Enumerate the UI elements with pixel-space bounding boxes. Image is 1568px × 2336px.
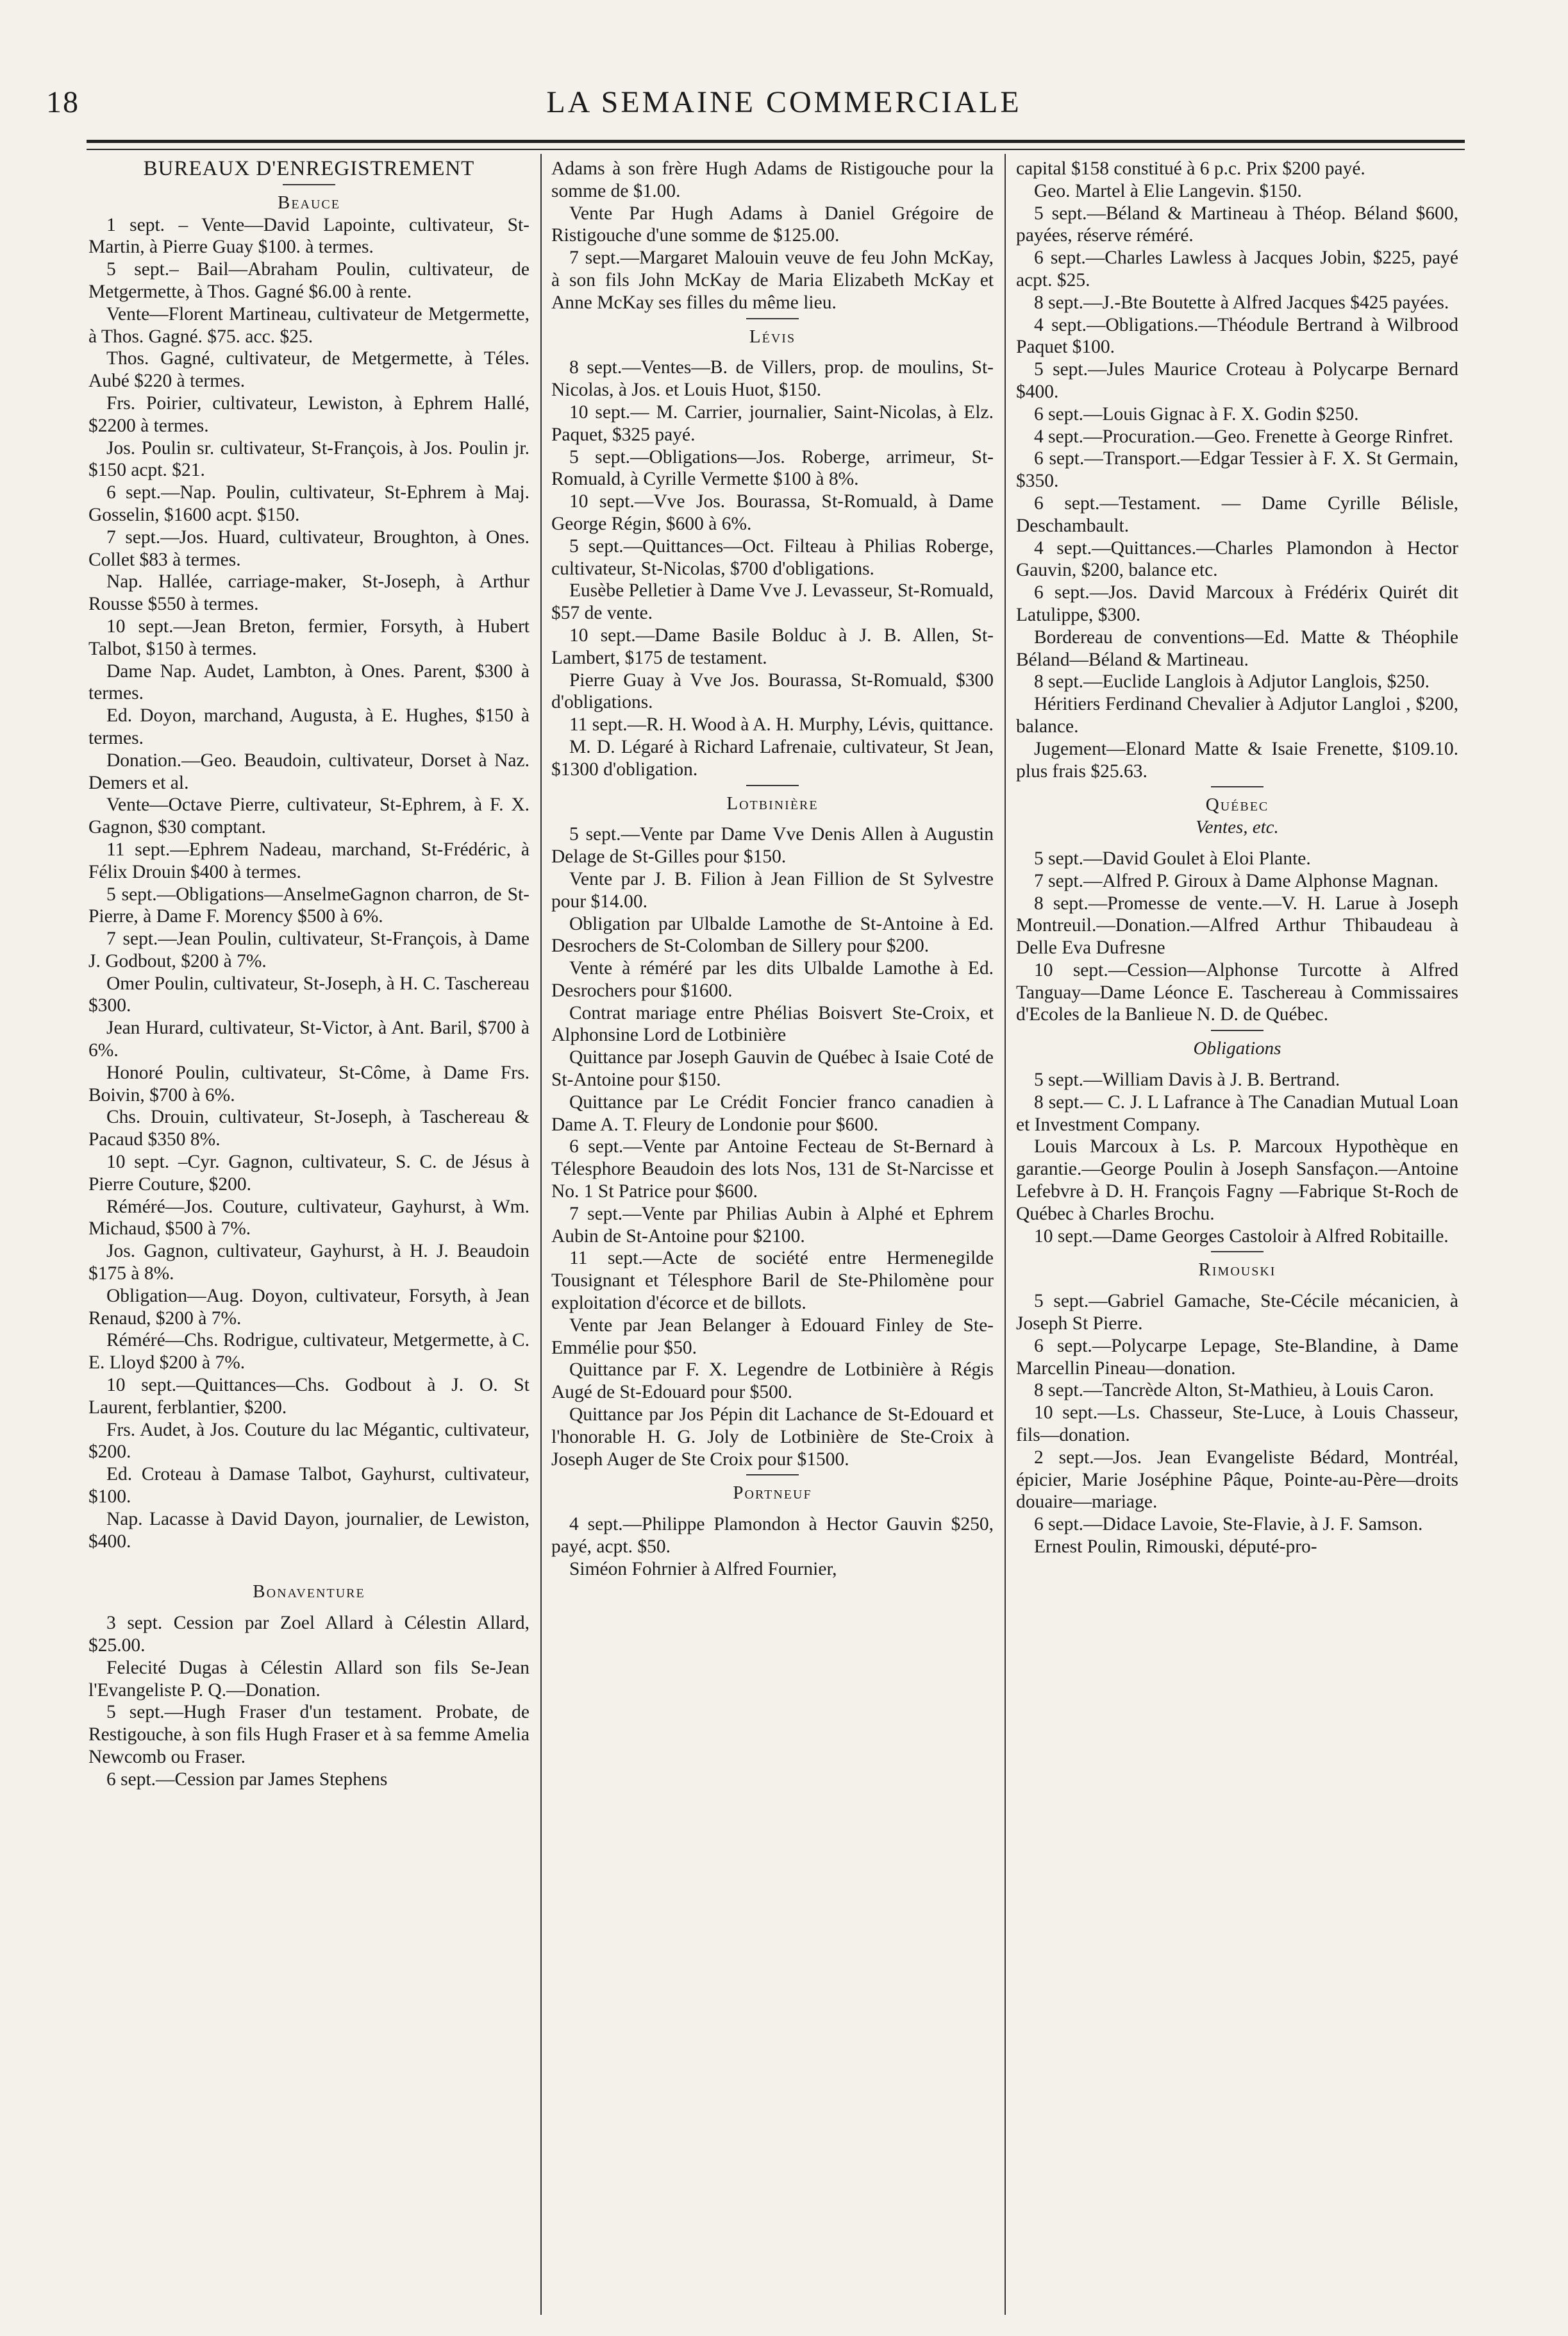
section-separator — [283, 184, 335, 185]
registry-entry: 5 sept.—David Goulet à Eloi Plante. — [1034, 848, 1311, 869]
registry-entry: 8 sept.— C. J. L Lafrance à The Canadian Mutual Loan et Investment Company. — [1016, 1091, 1458, 1135]
registry-entry: 2 sept.—Jos. Jean Evangeliste Bédard, Montréal, épicier, Marie Joséphine Pâque, Pointe-au-Père—droits douaire—mariage. — [1016, 1447, 1458, 1513]
registry-entry: 5 sept.—Béland & Martineau à Théop. Béland $600, payées, réserve réméré. — [1016, 203, 1458, 246]
registry-entry: Jos. Gagnon, cultivateur, Gayhurst, à H. J. Beaudoin $175 à 8%. — [88, 1241, 530, 1284]
registry-entry: Héritiers Ferdinand Chevalier à Adjutor Langloi , $200, balance. — [1016, 694, 1458, 737]
registry-entry: Frs. Audet, à Jos. Couture du lac Mégantic, cultivateur, $200. — [88, 1419, 530, 1463]
spacer — [1016, 1281, 1458, 1290]
registry-entry: 7 sept.—Jean Poulin, cultivateur, St-François, à Dame J. Godbout, $200 à 7%. — [88, 929, 530, 971]
registry-entry: 11 sept.—R. H. Wood à A. H. Murphy, Lévis, quittance. — [569, 714, 994, 735]
section-heading: Lévis — [749, 326, 796, 347]
registry-entry: 11 sept.—Ephrem Nadeau, marchand, St-Frédéric, à Félix Drouin $400 à termes. — [88, 839, 530, 882]
registry-entry: Omer Poulin, cultivateur, St-Joseph, à H. C. Taschereau $300. — [88, 973, 530, 1016]
registry-entry: 11 sept.—Acte de société entre Hermenegilde Tousignant et Télesphore Baril de Ste-Philomène pour exploitation d'écorce et de billots. — [551, 1248, 994, 1314]
section-separator — [746, 318, 799, 319]
registry-entry: Jos. Poulin sr. cultivateur, St-François, à Jos. Poulin jr. $150 acpt. $21. — [88, 437, 530, 481]
section-heading: Québec — [1205, 794, 1269, 816]
registry-entry: Quittance par Le Crédit Foncier franco canadien à Dame A. T. Fleury de Londonie pour $600. — [551, 1091, 994, 1135]
header-rule-thin — [87, 149, 1465, 150]
registry-entry: Dame Nap. Audet, Lambton, à Ones. Parent, $300 à termes. — [88, 660, 530, 704]
registry-entry: 10 sept.—Dame Basile Bolduc à J. B. Allen, St-Lambert, $175 de testament. — [551, 625, 994, 668]
spacer — [88, 1603, 530, 1612]
registry-entry: capital $158 constitué à 6 p.c. Prix $200 payé. — [1016, 158, 1365, 179]
registry-entry: Quittance par Joseph Gauvin de Québec à Isaie Coté de St-Antoine pour $150. — [551, 1047, 994, 1091]
registry-entry: Adams à son frère Hugh Adams de Ristigouche pour la somme de $1.00. — [551, 158, 994, 201]
registry-entry: 8 sept.—J.-Bte Boutette à Alfred Jacques $425 payées. — [1034, 292, 1449, 313]
registry-entry: Chs. Drouin, cultivateur, St-Joseph, à Taschereau & Pacaud $350 8%. — [88, 1107, 530, 1150]
registry-entry: 5 sept.—William Davis à J. B. Bertrand. — [1034, 1070, 1340, 1091]
registry-entry: Pierre Guay à Vve Jos. Bourassa, St-Romuald, $300 d'obligations. — [551, 669, 994, 713]
registry-entry: 10 sept.— M. Carrier, journalier, Saint-Nicolas, à Elz. Paquet, $325 payé. — [551, 401, 994, 445]
registry-entry: 10 sept.—Quittances—Chs. Godbout à J. O. St Laurent, ferblantier, $200. — [88, 1375, 530, 1418]
registry-entry: 5 sept.—Gabriel Gamache, Ste-Cécile mécanicien, à Joseph St Pierre. — [1016, 1291, 1458, 1334]
section-separator — [746, 785, 799, 786]
registry-entry: Ernest Poulin, Rimouski, député-pro- — [1034, 1536, 1317, 1558]
spacer — [551, 814, 994, 823]
section-heading: Rimouski — [1198, 1259, 1276, 1281]
registry-entry: 6 sept.—Transport.—Edgar Tessier à F. X. St Germain, $350. — [1016, 448, 1458, 492]
registry-entry: 5 sept.—Hugh Fraser d'un testament. Probate, de Restigouche, à son fils Hugh Fraser et à sa femme Amelia Newcomb ou Fraser. — [88, 1702, 530, 1767]
registry-entry: 7 sept.—Jos. Huard, cultivateur, Broughton, à Ones. Collet $83 à termes. — [88, 526, 530, 570]
registry-entry: Quittance par F. X. Legendre de Lotbinière à Régis Augé de St-Edouard pour $500. — [551, 1359, 994, 1403]
section-separator — [746, 1474, 799, 1475]
registry-entry: Nap. Lacasse à David Dayon, journalier, de Lewiston, $400. — [88, 1508, 530, 1552]
registry-entry: 10 sept.—Ls. Chasseur, Ste-Luce, à Louis Chasseur, fils—donation. — [1016, 1402, 1458, 1446]
registry-entry: Vente Par Hugh Adams à Daniel Grégoire de Ristigouche d'une somme de $125.00. — [551, 203, 994, 246]
registry-entry: 5 sept.—Obligations—AnselmeGagnon charron, de St-Pierre, à Dame F. Morency $500 à 6%. — [88, 884, 530, 927]
registry-entry: Eusèbe Pelletier à Dame Vve J. Levasseur, St-Romuald, $57 de vente. — [551, 580, 994, 624]
registry-entry: Ed. Doyon, marchand, Augusta, à E. Hughes, $150 à termes. — [88, 705, 530, 748]
registry-entry: Quittance par Jos Pépin dit Lachance de St-Edouard et l'honorable H. G. Joly de Lotbinière de Ste-Croix à Joseph Auger de Ste Croix pour $1500. — [551, 1404, 994, 1470]
registry-entry: 10 sept.—Jean Breton, fermier, Forsyth, à Hubert Talbot, $150 à termes. — [88, 616, 530, 659]
registry-entry: Frs. Poirier, cultivateur, Lewiston, à Ephrem Hallé, $2200 à termes. — [88, 392, 530, 436]
column-divider — [1005, 154, 1006, 2315]
registry-entry: Bordereau de conventions—Ed. Matte & Théophile Béland—Béland & Martineau. — [1016, 626, 1458, 670]
registry-entry: 4 sept.—Quittances.—Charles Plamondon à Hector Gauvin, $200, balance etc. — [1016, 537, 1458, 581]
registry-entry: 6 sept.—Jos. David Marcoux à Frédérix Quirét dit Latulippe, $300. — [1016, 582, 1458, 625]
registry-entry: 6 sept.—Didace Lavoie, Ste-Flavie, à J. F. Samson. — [1034, 1514, 1423, 1535]
registry-entry: 4 sept.—Philippe Plamondon à Hector Gauvin $250, payé, acpt. $50. — [551, 1514, 994, 1558]
registry-entry: Nap. Hallée, carriage-maker, St-Joseph, à Arthur Rousse $550 à termes. — [88, 571, 530, 615]
registry-entry: 10 sept. –Cyr. Gagnon, cultivateur, S. C. de Jésus à Pierre Couture, $200. — [88, 1152, 530, 1195]
section-subheading: Obligations — [1193, 1038, 1281, 1059]
registry-entry: 7 sept.—Margaret Malouin veuve de feu John McKay, à son fils John McKay de Maria Elizabeth McKay et Anne McKay ses filles du même lieu. — [551, 248, 994, 313]
registry-entry: Obligation—Aug. Doyon, cultivateur, Forsyth, à Jean Renaud, $200 à 7%. — [88, 1285, 530, 1329]
registry-entry: Thos. Gagné, cultivateur, de Metgermette, à Téles. Aubé $220 à termes. — [88, 348, 530, 392]
registry-entry: Donation.—Geo. Beaudoin, cultivateur, Dorset à Naz. Demers et al. — [88, 750, 530, 793]
registry-entry: Louis Marcoux à Ls. P. Marcoux Hypothèque en garantie.—George Poulin à Joseph Sansfaçon.—Antoine Lefebvre à D. H. François Fagny —Fabrique St-Roch de Québec à Charles Brochu. — [1016, 1136, 1458, 1224]
registry-entry: Vente par J. B. Filion à Jean Fillion de St Sylvestre pour $14.00. — [551, 868, 994, 912]
registry-entry: 5 sept.—Obligations—Jos. Roberge, arrimeur, St-Romuald, à Cyrille Vermette $100 à 8%. — [551, 446, 994, 490]
registry-entry: 8 sept.—Euclide Langlois à Adjutor Langlois, $250. — [1034, 671, 1430, 693]
registry-entry: Réméré—Chs. Rodrigue, cultivateur, Metgermette, à C. E. Lloyd $200 à 7%. — [88, 1330, 530, 1374]
registry-entry: 6 sept.—Polycarpe Lepage, Ste-Blandine, à Dame Marcellin Pineau—donation. — [1016, 1335, 1458, 1379]
section-heading: BUREAUX D'ENREGISTREMENT — [143, 158, 475, 180]
registry-entry: 10 sept.—Cession—Alphonse Turcotte à Alfred Tanguay—Dame Léonce E. Taschereau à Commissaires d'Ecoles de la Banlieue N. D. de Québec. — [1016, 959, 1458, 1025]
spacer — [1016, 839, 1458, 848]
column-divider — [540, 154, 542, 2315]
registry-entry: Felecité Dugas à Célestin Allard son fils Se-Jean l'Evangeliste P. Q.—Donation. — [88, 1657, 530, 1701]
registry-entry: Obligation par Ulbalde Lamothe de St-Antoine à Ed. Desrochers de St-Colomban de Sillery pour $200. — [551, 913, 994, 957]
registry-entry: 10 sept.—Dame Georges Castoloir à Alfred Robitaille. — [1034, 1225, 1449, 1247]
registry-entry: Ed. Croteau à Damase Talbot, Gayhurst, cultivateur, $100. — [88, 1464, 530, 1508]
section-heading: Bonaventure — [253, 1581, 365, 1602]
registry-entry: 7 sept.—Alfred P. Giroux à Dame Alphonse Magnan. — [1034, 870, 1439, 891]
section-separator — [1211, 1030, 1264, 1031]
registry-entry: 6 sept.—Nap. Poulin, cultivateur, St-Ephrem à Maj. Gosselin, $1600 acpt. $150. — [88, 482, 530, 525]
registry-entry: Vente—Florent Martineau, cultivateur de Metgermette, à Thos. Gagné. $75. acc. $25. — [88, 303, 530, 347]
registry-entry: 3 sept. Cession par Zoel Allard à Célestin Allard, $25.00. — [88, 1613, 530, 1656]
page-number: 18 — [46, 85, 79, 119]
registry-entry: 5 sept.—Vente par Dame Vve Denis Allen à Augustin Delage de St-Gilles pour $150. — [551, 824, 994, 868]
spacer — [1016, 1060, 1458, 1069]
column-3 — [1016, 158, 1458, 2312]
section-heading: Portneuf — [733, 1483, 812, 1504]
section-subheading: Ventes, etc. — [1196, 817, 1279, 838]
registry-entry: Jean Hurard, cultivateur, St-Victor, à Ant. Baril, $700 à 6%. — [88, 1018, 530, 1061]
registry-entry: 4 sept.—Obligations.—Théodule Bertrand à Wilbrood Paquet $100. — [1016, 314, 1458, 358]
registry-entry: 6 sept.—Charles Lawless à Jacques Jobin, $225, payé acpt. $25. — [1016, 248, 1458, 290]
registry-entry: Contrat mariage entre Phélias Boisvert Ste-Croix, et Alphonsine Lord de Lotbinière — [551, 1002, 994, 1046]
spacer — [88, 1552, 530, 1581]
registry-entry: 8 sept.—Ventes—B. de Villers, prop. de moulins, St-Nicolas, à Jos. et Louis Huot, $150. — [551, 357, 994, 401]
registry-entry: 4 sept.—Procuration.—Geo. Frenette à George Rinfret. — [1034, 426, 1454, 447]
registry-entry: 1 sept. – Vente—David Lapointe, cultivateur, St-Martin, à Pierre Guay $100. à termes. — [88, 214, 530, 258]
header-rule-thick — [87, 140, 1465, 143]
registry-entry: 5 sept.—Jules Maurice Croteau à Polycarpe Bernard $400. — [1016, 359, 1458, 402]
registry-entry: Réméré—Jos. Couture, cultivateur, Gayhurst, à Wm. Michaud, $500 à 7%. — [88, 1196, 530, 1239]
registry-entry: 6 sept.—Testament. — Dame Cyrille Bélisle, Deschambault. — [1016, 492, 1458, 536]
page-title: LA SEMAINE COMMERCIALE — [546, 85, 1022, 119]
section-heading: Lotbinière — [726, 793, 819, 814]
registry-entry: Vente—Octave Pierre, cultivateur, St-Ephrem, à F. X. Gagnon, $30 comptant. — [88, 794, 530, 838]
registry-entry: 5 sept.– Bail—Abraham Poulin, cultivateur, de Metgermette, à Thos. Gagné $6.00 à rente. — [88, 259, 530, 302]
section-separator — [1211, 1251, 1264, 1252]
registry-entry: Jugement—Elonard Matte & Isaie Frenette, $109.10. plus frais $25.63. — [1016, 738, 1458, 782]
registry-entry: 8 sept.—Tancrède Alton, St-Mathieu, à Louis Caron. — [1034, 1380, 1434, 1401]
section-separator — [1211, 786, 1264, 787]
registry-entry: 10 sept.—Vve Jos. Bourassa, St-Romuald, à Dame George Régin, $600 à 6%. — [551, 491, 994, 534]
registry-entry: 8 sept.—Promesse de vente.—V. H. Larue à Joseph Montreuil.—Donation.—Alfred Arthur Thibaudeau à Delle Eva Dufresne — [1016, 893, 1458, 959]
spacer — [551, 348, 994, 357]
registry-entry: 6 sept.—Cession par James Stephens — [106, 1769, 388, 1790]
registry-entry: M. D. Légaré à Richard Lafrenaie, cultivateur, St Jean, $1300 d'obligation. — [551, 736, 994, 780]
registry-entry: Geo. Martel à Elie Langevin. $150. — [1034, 180, 1302, 201]
registry-entry: Honoré Poulin, cultivateur, St-Côme, à Dame Frs. Boivin, $700 à 6%. — [88, 1062, 530, 1105]
registry-entry: Siméon Fohrnier à Alfred Fournier, — [569, 1558, 837, 1579]
registry-entry: 5 sept.—Quittances—Oct. Filteau à Philias Roberge, cultivateur, St-Nicolas, $700 d'obligations. — [551, 535, 994, 579]
column-2 — [551, 158, 994, 2312]
column-1 — [88, 158, 530, 2312]
registry-entry: Vente par Jean Belanger à Edouard Finley de Ste-Emmélie pour $50. — [551, 1315, 994, 1358]
spacer — [551, 1504, 994, 1513]
registry-entry: Vente à réméré par les dits Ulbalde Lamothe à Ed. Desrochers pour $1600. — [551, 958, 994, 1001]
registry-entry: 6 sept.—Louis Gignac à F. X. Godin $250. — [1034, 403, 1359, 424]
section-heading: Beauce — [277, 192, 340, 213]
registry-entry: 6 sept.—Vente par Antoine Fecteau de St-Bernard à Télesphore Beaudoin des lots Nos, 131 de St-Narcisse et No. 1 St Patrice pour $600. — [551, 1136, 994, 1202]
registry-entry: 7 sept.—Vente par Philias Aubin à Alphé et Ephrem Aubin de St-Antoine pour $2100. — [551, 1203, 994, 1247]
